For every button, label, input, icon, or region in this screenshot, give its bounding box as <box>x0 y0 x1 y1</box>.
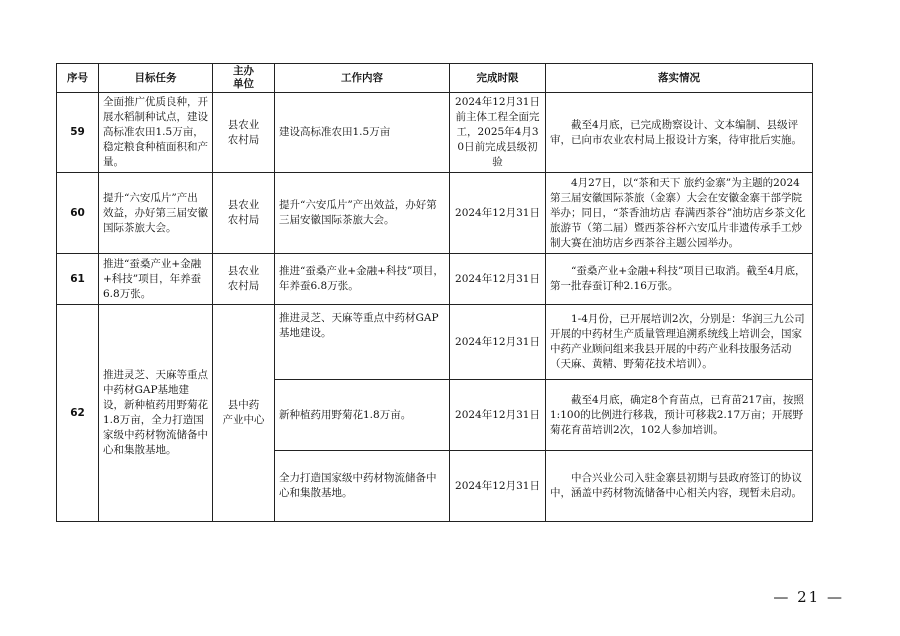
table-row <box>57 254 813 305</box>
row-number: 61 <box>57 254 99 305</box>
deadline: 2024年12月31日 <box>450 305 546 380</box>
header-progress: 落实情况 <box>546 64 813 93</box>
row-number: 59 <box>57 93 99 173</box>
progress: “蚕桑产业+金融+科技”项目已取消。截至4月底，第一批春蚕订种2.16万张。 <box>546 254 813 305</box>
progress: 截至4月底，已完成勘察设计、文本编制、县级评审，已向市农业农村局上报设计方案，待审批后实施。 <box>546 93 813 173</box>
deadline: 2024年12月31日 <box>450 173 546 254</box>
progress: 中合兴业公司入驻金寨县初期与县政府签订的协议中，涵盖中药材物流储备中心相关内容，现暂未启动。 <box>546 451 813 522</box>
work-content: 全力打造国家级中药材物流储备中心和集散基地。 <box>275 451 450 522</box>
host-unit: 县农业 农村局 <box>213 254 275 305</box>
row-number: 62 <box>57 305 99 522</box>
work-content: 推进“蚕桑产业+金融+科技”项目，年养蚕6.8万张。 <box>275 254 450 305</box>
target-task: 提升“六安瓜片”产出效益，办好第三届安徽国际茶旅大会。 <box>99 173 213 254</box>
header-unit: 主办 单位 <box>213 64 275 93</box>
deadline: 2024年12月31日前主体工程全面完工，2025年4月30日前完成县级初验 <box>450 93 546 173</box>
deadline: 2024年12月31日 <box>450 451 546 522</box>
header-task: 目标任务 <box>99 64 213 93</box>
host-unit: 县农业 农村局 <box>213 93 275 173</box>
deadline: 2024年12月31日 <box>450 254 546 305</box>
page-number: — 21 — <box>773 588 844 606</box>
row-number: 60 <box>57 173 99 254</box>
task-table <box>56 63 813 522</box>
host-unit: 县中药 产业中心 <box>213 305 275 522</box>
header-no: 序号 <box>57 64 99 93</box>
work-content: 推进灵芝、天麻等重点中药材GAP基地建设。 <box>275 305 450 380</box>
host-unit: 县农业 农村局 <box>213 173 275 254</box>
work-content: 提升“六安瓜片”产出效益，办好第三届安徽国际茶旅大会。 <box>275 173 450 254</box>
progress: 4月27日，以“茶和天下 旅约金寨”为主题的2024第三届安徽国际茶旅（金寨）大会在安徽金寨干部学院举办；同日，“茶香油坊店 春满西茶谷”油坊店乡茶文化旅游节（第二届）暨西茶谷杯六安瓜片非遗传承手工炒制大赛在油坊店乡西茶谷主题公园举办。 <box>546 173 813 254</box>
progress: 截至4月底，确定8个育苗点，已育苗217亩，按照1:100的比例进行移栽，预计可移栽2.17万亩；开展野菊花育苗培训2次，102人参加培训。 <box>546 380 813 451</box>
table-header-row <box>57 64 813 93</box>
target-task: 推进“蚕桑产业+金融+科技”项目，年养蚕6.8万张。 <box>99 254 213 305</box>
table-row <box>57 93 813 173</box>
table-row <box>57 173 813 254</box>
header-content: 工作内容 <box>275 64 450 93</box>
work-content: 建设高标准农田1.5万亩 <box>275 93 450 173</box>
table-row <box>57 305 813 380</box>
target-task: 推进灵芝、天麻等重点中药材GAP基地建设，新种植药用野菊花1.8万亩，全力打造国家级中药材物流储备中心和集散基地。 <box>99 305 213 522</box>
deadline: 2024年12月31日 <box>450 380 546 451</box>
progress: 1-4月份，已开展培训2次，分别是：华润三九公司开展的中药材生产质量管理追溯系统线上培训会，国家中药产业顾问组来我县开展的中药产业科技服务活动（天麻、黄精、野菊花技术培训）。 <box>546 305 813 380</box>
work-content: 新种植药用野菊花1.8万亩。 <box>275 380 450 451</box>
target-task: 全面推广优质良种，开展水稻制种试点，建设高标准农田1.5万亩，稳定粮食种植面积和产量。 <box>99 93 213 173</box>
header-deadline: 完成时限 <box>450 64 546 93</box>
